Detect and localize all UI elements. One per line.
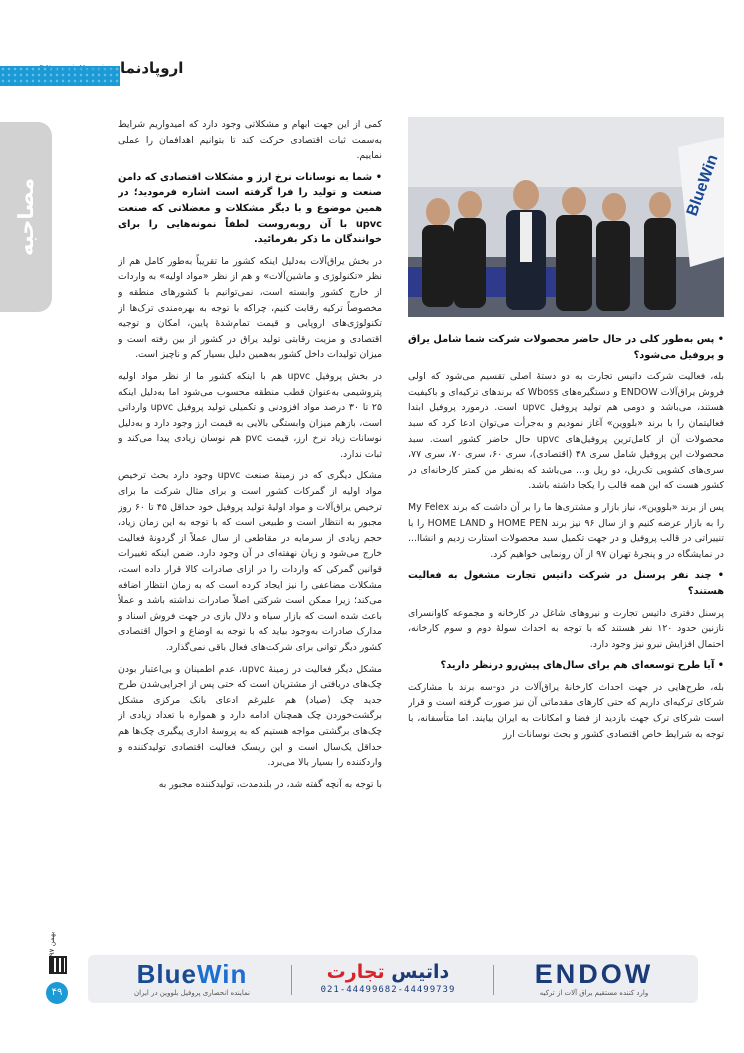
issue-date: بهمن ۹۷ [48,931,57,957]
bluewin-logo-blue: Blue [136,959,197,989]
paragraph: پس از برند «بلووین»، نیاز بازار و مشتری‌ها ما را بر آن داشت که برند My Felex را به بازار عرضه کنیم و از سال ۹۶ نیز برند HOME PEN و HOME LAND را با تنییراتی در قالب پروفیل و در جهت تکمیل سبد محصولات استارت زدیم و انشاا... در نمایشگاه در و پنجرهٔ تهران ۹۷ از آن رونمایی خواهیم کرد. [408,501,724,560]
footer-divider [493,965,494,995]
interview-photo [408,117,724,317]
page-number: ۴۹ [46,982,68,1004]
footer-divider [291,965,292,995]
question-heading: • شما به نوسانات نرخ ارز و مشکلات اقتصادی که دامن صنعت و تولید را فرا گرفته است اشاره فرمودید؛ در همین موضوع و با دیگر مشکلات و معضلاتی که صنعت upvc با آن روبه‌روست لطفاً نمونه‌هایی را برای خوانندگان ما ذکر بفرمائید. [118,171,382,246]
paragraph: بله، فعالیت شرکت داتیس تجارت به دو دستهٔ اصلی تقسیم می‌شود که اولی فروش یراق‌آلات ENDOW و دستگیره‌های Wboss که برندهای ترکیه‌ای و باکیفیت هستند، می‌باشد و دومی هم تولید پروفیل upvc است. درمورد پروفیل ابتدا فعالیتمان را با برند «بلووین» آغاز نمودیم و به‌جرأت می‌توان ادعا کرد که سبد محصولات آن از کامل‌ترین پروفیل‌های upvc حال حاضر کشور است. سبد محصولات این پروفیل شامل سری ۴۸ (اقتصادی)، سری ۶۰، سری ۷۰، سری ۷۷، سری‌های کشویی تک‌ریل، دو ریل و... می‌باشد که به‌نظر من کمتر کارخانه‌ای در کشور هست که این همه قالب را یکجا داشته باشد. [408,371,724,492]
sponsor-footer [88,955,698,1003]
magazine-logo-en: E Namawir Magazine [39,64,113,72]
section-tab [0,122,52,312]
paragraph: پرسنل دفتری داتیس تجارت و نیروهای شاغل در کارخانه و مجموعه کاوانسرای نازنین حدود ۱۲۰ نفر هستند که با توجه به احداث سولهٔ دوم و سوم کارخانه، احتمال افزایش نیرو نیز وجود دارد. [408,607,724,650]
bluewin-tagline: نماینده انحصاری پروفیل بلووین در ایران [134,989,250,997]
question-heading: • پس به‌طور کلی در حال حاضر محصولات شرکت شما شامل یراق و پروفیل می‌شود؟ [408,334,724,361]
svg-text:BlueWin: BlueWin [683,152,722,219]
paragraph: در بخش پروفیل upvc هم با اینکه کشور ما از نظر مواد اولیه پتروشیمی به‌عنوان قطب منطقه محسوب می‌شود اما به‌دلیل اینکه ۲۵ تا ۳۰ درصد مواد افزودنی و تکمیلی تولید پروفیل upvc وارداتی است، بازهم میزان وابستگی بالایی به قیمت ارز وجود دارد و به‌دلیل نوسانات زیاد نرخ ارز، قیمت pvc هم نوسان زیادی پیدا می‌کند و ثبات ندارد. [118,370,382,460]
datis-logo-blue: داتیس [391,961,450,983]
paragraph: بله، طرح‌هایی در جهت احداث کارخانهٔ یراق‌آلات در دو-سه برند با مشارکت شرکای ترکیه‌ای داریم که حتی کارهای مقدماتی آن نیز صورت گرفته است و قرار است شرکای ترک جهت بازدید از فضا و امکانات به ایران بیایند. اما متأسفانه، با توجه به شرایط خاص اقتصادی کشور و بحث نوسانات ارز [408,681,724,740]
datis-logo-red: تجارت [326,961,385,983]
paragraph: مشکل دیگری که در زمینهٔ صنعت upvc وجود دارد بحث ترخیص مواد اولیه از گمرکات کشور است و برای مثال شرکت ما برای ترخیص یراق‌آلات و مواد اولیهٔ تولید پروفیل خود حداقل ۴۵ تا ۶۰ روز مجبور به انتظار است و طبیعی است که با توجه به این زمان زیاد، حجم زیادی از سرمایه در مقاطعی از سال عملاً از گردونهٔ فعالیت خارج می‌شود و زیان نهفته‌ای در آن وجود دارد. ضمن اینکه تغییرات قوانین گمرکی که واردات را در ازای صادرات کالا قرار داده است، مشکلات مضاعفی را نیز ایجاد کرده است که به زمان انتظار اضافه می‌کند؛ زیرا ممکن است شرکتی اصلاً صادرات نداشته باشد و عملاً باعث شده است که بازار سیاه و دلال بازی در جهت فروش اسناد و مدارک صادرات به‌وجود بیاید که با توجه به اوضاع و احوال اقتصادی کشور دیگر توانی برای شرکت‌های فعال باقی نمی‌گذارد. [118,470,382,653]
bluewin-logo [102,959,282,989]
endow-tagline: وارد کننده مستقیم یراق آلات از ترکیه [539,989,649,997]
article-left-column [118,117,382,929]
paragraph: کمی از این جهت ابهام و مشکلاتی وجود دارد که امیدواریم شرایط به‌سمت ثبات اقتصادی حرکت کند تا بتوانیم اهدافمان را عملی نماییم. [118,119,382,162]
datis-ad[interactable] [303,959,473,995]
question-heading: • آیا طرح توسعه‌ای هم برای سال‌های پیش‌رو درنظر دارید؟ [440,660,724,672]
bluewin-logo-win: Win [196,959,248,989]
question-heading: • چند نفر پرسنل در شرکت داتیس تجارت مشغول به فعالیت هستند؟ [408,570,724,597]
magazine-logo [39,59,184,77]
datis-phone: 021-44499682-44499739 [320,985,456,995]
endow-ad[interactable] [504,959,684,997]
bluewin-ad[interactable] [102,959,282,997]
article-right-column [408,326,724,930]
paragraph: در بخش یراق‌آلات به‌دلیل اینکه کشور ما تقریباً به‌طور کامل هم از نظر «تکنولوژی و ماشین‌آلات» و هم از نظر «مواد اولیه» به واردات از خارج کشور وابسته است، نمی‌توانیم با کشورهای منطقه و مخصوصاً ترکیه رقابت کنیم، چراکه با توجه به بهره‌مندی ترک‌ها از تکنولوژی‌های اروپایی و قیمت تمام‌شدهٔ پایین، امکان و توجیه اقتصادی و مزیت رقابتی تولید یراق در کشور از بین رفته است و میزان تولیدات داخل کشور به‌همین دلیل بسیار کم و ناچیز است. [118,255,382,361]
datis-logo [303,959,473,985]
magazine-logo-fa: اروپادنما [120,59,184,77]
endow-logo: ENDOW [534,959,654,989]
section-tab-label: مصاحبه [14,177,38,257]
paragraph: با توجه به آنچه گفته شد، در بلندمدت، تولیدکننده مجبور به [158,778,382,790]
qr-code-icon [49,956,67,974]
paragraph: مشکل دیگر فعالیت در زمینهٔ upvc، عدم اطمینان و بی‌اعتبار بودن چک‌های دریافتی از مشتریان است که حتی پس از اجرایی‌شدن طرح جدید چک (صیاد) هم علیرغم ادعای بانک مرکزی مشکل برگشت‌خوردن چک همچنان ادامه دارد و همواره با تعداد زیادی از چک‌های برگشتی مواجه هستیم که به پروسهٔ اداری پیگیری چک‌ها هم حداقل یک‌سال است و این ریسک فعالیت اقتصادی تولیدکننده و واردکننده را بسیار بالا می‌برد. [118,663,382,769]
